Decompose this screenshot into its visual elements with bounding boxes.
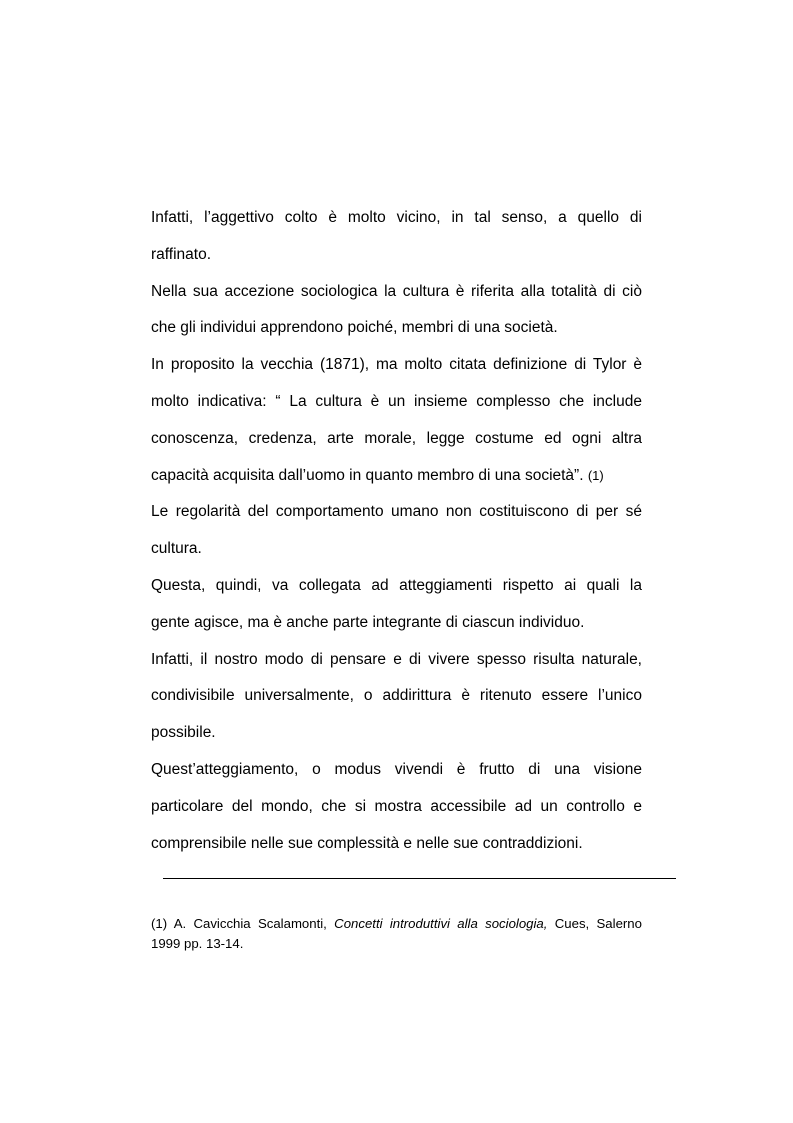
body-line: Nella sua accezione sociologica la cultura è riferita alla totalità di ciò [151,282,642,300]
body-line: Infatti, il nostro modo di pensare e di vivere spesso risulta naturale, [151,650,642,668]
body-line: Infatti, l’aggettivo colto è molto vicino, in tal senso, a quello di [151,209,642,226]
body-line: condivisibile universalmente, o addirittura è ritenuto essere l’unico [151,687,642,705]
body-line: conoscenza, credenza, arte morale, legge costume ed ogni altra [151,429,642,447]
body-line-with-note [151,458,642,495]
body-line: gente agisce, ma è anche parte integrante di ciascun individuo. [151,613,585,631]
footnote-line [151,914,642,934]
body-line: particolare del mondo, che si mostra accessibile ad un controllo e [151,797,642,815]
body-line: possibile. [151,724,216,742]
footnote-reference: (1) [587,467,604,483]
footnote-title: Concetti introduttivi alla sociologia, [334,916,548,931]
body-text [151,200,642,862]
body-line: che gli individui apprendono poiché, membri di una società. [151,319,558,337]
body-line: cultura. [151,540,202,558]
footnote-suffix: Cues, Salerno [554,916,642,931]
body-line: comprensibile nelle sue complessità e nelle sue contraddizioni. [151,834,583,852]
body-line: raffinato. [151,245,212,263]
footnote-line: 1999 pp. 13-14. [151,936,244,951]
body-line: In proposito la vecchia (1871), ma molto citata definizione di Tylor è [151,356,642,374]
body-line: Questa, quindi, va collegata ad atteggiamenti rispetto ai quali la [151,576,642,594]
footnote [151,914,642,954]
body-line: Le regolarità del comportamento umano non costituiscono di per sé [151,503,642,521]
body-line: Quest’atteggiamento, o modus vivendi è frutto di una visione [151,760,642,778]
footnote-separator [163,878,676,879]
footnote-prefix: (1) A. Cavicchia Scalamonti, [151,916,327,931]
body-line-text: capacità acquisita dall’uomo in quanto membro di una società”. [151,466,584,484]
body-line: molto indicativa: “ La cultura è un insieme complesso che include [151,392,642,410]
